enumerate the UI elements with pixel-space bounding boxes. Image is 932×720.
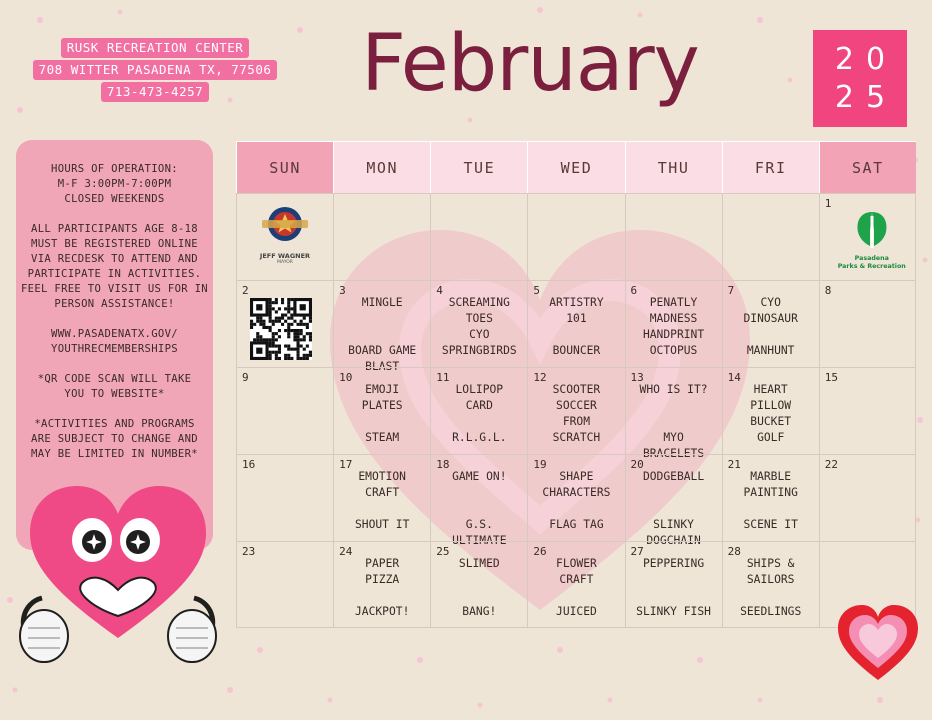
parks-recreation-logo bbox=[834, 208, 910, 271]
day-cell-3 bbox=[333, 280, 430, 373]
hours-text: HOURS OF OPERATION: M-F 3:00PM-7:00PM CLOSED WEEKENDS bbox=[51, 163, 178, 205]
website-text: WWW.PASADENATX.GOV/ YOUTHRECMEMBERSHIPS bbox=[51, 328, 178, 355]
activity-primary: MINGLE bbox=[361, 296, 403, 309]
day-cell-2 bbox=[236, 280, 333, 367]
website-qr-code[interactable] bbox=[250, 298, 312, 365]
mayor-name: JEFF WAGNER bbox=[259, 252, 311, 260]
day-header-tue: TUE bbox=[430, 141, 527, 193]
activity-secondary: R.L.G.L. bbox=[452, 431, 507, 444]
parks-line-1: Pasadena bbox=[854, 255, 889, 262]
activity-secondary: SHOUT IT bbox=[354, 518, 410, 531]
year-line-1: 20 bbox=[834, 41, 898, 77]
day-number: 18 bbox=[436, 458, 450, 471]
small-heart-icon bbox=[834, 600, 922, 686]
day-cell-13 bbox=[625, 367, 722, 460]
heart-mascot-icon bbox=[12, 478, 224, 664]
activity-secondary: JUICED bbox=[556, 605, 597, 618]
day-number: 2 bbox=[242, 284, 249, 297]
day-number: 28 bbox=[727, 545, 741, 558]
mayor-title: MAYOR bbox=[277, 260, 293, 265]
day-number: 12 bbox=[533, 371, 547, 384]
activity-secondary: SLINKY FISH bbox=[636, 605, 711, 618]
day-cell-28 bbox=[722, 541, 819, 628]
day-cell-8 bbox=[819, 280, 916, 367]
day-number: 25 bbox=[436, 545, 450, 558]
day-header-sun: SUN bbox=[236, 141, 333, 193]
day-number: 21 bbox=[727, 458, 741, 471]
center-info bbox=[30, 38, 280, 102]
day-number: 15 bbox=[824, 371, 838, 384]
day-number: 20 bbox=[630, 458, 644, 471]
activity-primary: WHO IS IT? bbox=[639, 383, 708, 396]
day-number: 13 bbox=[630, 371, 644, 384]
activity-primary: PENATLY MADNESS HANDPRINT OCTOPUS bbox=[642, 296, 705, 357]
day-cell-24 bbox=[333, 541, 430, 628]
center-address: 708 WITTER PASADENA TX, 77506 bbox=[33, 60, 278, 80]
day-number: 17 bbox=[339, 458, 353, 471]
activity-primary: PAPER PIZZA bbox=[365, 557, 400, 586]
activity-secondary: JACKPOT! bbox=[354, 605, 410, 618]
empty-day-cell bbox=[527, 193, 624, 280]
activity-secondary: BOUNCER bbox=[552, 344, 601, 357]
day-number: 8 bbox=[824, 284, 832, 297]
activity-primary: HEART PILLOW BUCKET GOLF bbox=[750, 383, 792, 444]
activity-primary: DODGEBALL bbox=[642, 470, 705, 483]
day-number: 7 bbox=[727, 284, 735, 297]
day-header-sat: SAT bbox=[819, 141, 916, 193]
activity-primary: ARTISTRY 101 bbox=[549, 296, 604, 325]
activity-secondary: STEAM bbox=[365, 431, 400, 444]
day-cell-6 bbox=[625, 280, 722, 367]
day-number: 26 bbox=[533, 545, 547, 558]
day-number: 1 bbox=[824, 197, 832, 210]
activity-primary: LOLIPOP CARD bbox=[455, 383, 504, 412]
activity-primary: SLIMED bbox=[458, 557, 500, 570]
month-title: February bbox=[361, 19, 699, 109]
day-number: 3 bbox=[339, 284, 346, 297]
center-phone: 713-473-4257 bbox=[101, 82, 209, 102]
day-header-mon: MON bbox=[333, 141, 430, 193]
activity-secondary: G.S. ULTIMATE bbox=[452, 518, 507, 547]
day-number: 5 bbox=[533, 284, 540, 297]
parks-line-2: Parks & Recreation bbox=[837, 263, 906, 270]
day-cell-5 bbox=[527, 280, 624, 367]
day-number: 23 bbox=[242, 545, 256, 558]
day-header-wed: WED bbox=[527, 141, 624, 193]
activity-primary: SCREAMING TOES CYO SPRINGBIRDS bbox=[441, 296, 517, 357]
day-number: 4 bbox=[436, 284, 443, 297]
day-cell-25 bbox=[430, 541, 527, 628]
activity-primary: EMOTION CRAFT bbox=[358, 470, 406, 499]
center-name: RUSK RECREATION CENTER bbox=[61, 38, 250, 58]
activity-primary: SHIPS & SAILORS bbox=[746, 557, 795, 586]
activity-primary: GAME ON! bbox=[452, 470, 507, 483]
day-number: 11 bbox=[436, 371, 450, 384]
day-cell-9 bbox=[236, 367, 333, 454]
day-header-thu: THU bbox=[625, 141, 722, 193]
day-cell-11 bbox=[430, 367, 527, 454]
activity-primary: SHAPE CHARACTERS bbox=[542, 470, 611, 499]
activity-secondary: MYO BRACELETS bbox=[642, 431, 705, 460]
day-number: 19 bbox=[533, 458, 547, 471]
city-seal-icon bbox=[258, 204, 312, 244]
day-cell-22 bbox=[819, 454, 916, 541]
empty-day-cell bbox=[236, 193, 333, 280]
day-number: 9 bbox=[242, 371, 249, 384]
activity-secondary: SLINKY DOGCHAIN bbox=[646, 518, 701, 547]
empty-day-cell bbox=[722, 193, 819, 280]
calendar-grid bbox=[236, 141, 916, 628]
year-badge bbox=[813, 30, 907, 127]
day-cell-15 bbox=[819, 367, 916, 454]
day-cell-21 bbox=[722, 454, 819, 541]
activity-secondary: BOARD GAME BLAST bbox=[348, 344, 417, 373]
activity-primary: FLOWER CRAFT bbox=[556, 557, 597, 586]
activity-secondary: FLAG TAG bbox=[549, 518, 604, 531]
day-cell-17 bbox=[333, 454, 430, 541]
day-cell-1 bbox=[819, 193, 916, 280]
activity-secondary: SEEDLINGS bbox=[740, 605, 802, 618]
day-cell-26 bbox=[527, 541, 624, 628]
registration-text: ALL PARTICIPANTS AGE 8-18 MUST BE REGISTERED ONLINE VIA RECDESK TO ATTEND AND PARTICIPATE IN ACTIVITIES. FEEL FREE TO VISIT US FOR IN PERSON ASSISTANCE! bbox=[21, 223, 208, 310]
qr-note-text: *QR CODE SCAN WILL TAKE YOU TO WEBSITE* bbox=[37, 373, 192, 400]
day-number: 16 bbox=[242, 458, 256, 471]
parks-leaf-icon bbox=[852, 208, 892, 250]
empty-day-cell bbox=[625, 193, 722, 280]
day-number: 10 bbox=[339, 371, 353, 384]
day-number: 24 bbox=[339, 545, 353, 558]
day-cell-12 bbox=[527, 367, 624, 454]
day-cell-19 bbox=[527, 454, 624, 541]
activity-primary: SCOOTER SOCCER FROM SCRATCH bbox=[552, 383, 601, 444]
day-number: 22 bbox=[824, 458, 838, 471]
day-cell-18 bbox=[430, 454, 527, 547]
day-cell-14 bbox=[722, 367, 819, 454]
day-cell-27 bbox=[625, 541, 722, 628]
activity-primary: PEPPERING bbox=[642, 557, 705, 570]
day-cell-23 bbox=[236, 541, 333, 628]
activity-primary: CYO DINOSAUR bbox=[743, 296, 798, 325]
day-cell-4 bbox=[430, 280, 527, 367]
activity-secondary: MANHUNT bbox=[746, 344, 795, 357]
day-number: 6 bbox=[630, 284, 638, 297]
day-cell-7 bbox=[722, 280, 819, 367]
day-header-fri: FRI bbox=[722, 141, 819, 193]
activity-secondary: SCENE IT bbox=[743, 518, 798, 531]
empty-day-cell bbox=[333, 193, 430, 280]
day-number: 27 bbox=[630, 545, 644, 558]
activity-primary: MARBLE PAINTING bbox=[743, 470, 798, 499]
day-cell-20 bbox=[625, 454, 722, 547]
activity-primary: EMOJI PLATES bbox=[361, 383, 403, 412]
empty-day-cell bbox=[430, 193, 527, 280]
day-cell-16 bbox=[236, 454, 333, 541]
disclaimer-text: *ACTIVITIES AND PROGRAMS ARE SUBJECT TO CHANGE AND MAY BE LIMITED IN NUMBER* bbox=[31, 418, 198, 460]
activity-secondary: BANG! bbox=[462, 605, 497, 618]
day-cell-10 bbox=[333, 367, 430, 454]
mayor-seal-logo bbox=[245, 204, 325, 266]
day-number: 14 bbox=[727, 371, 741, 384]
year-line-2: 25 bbox=[834, 79, 898, 115]
